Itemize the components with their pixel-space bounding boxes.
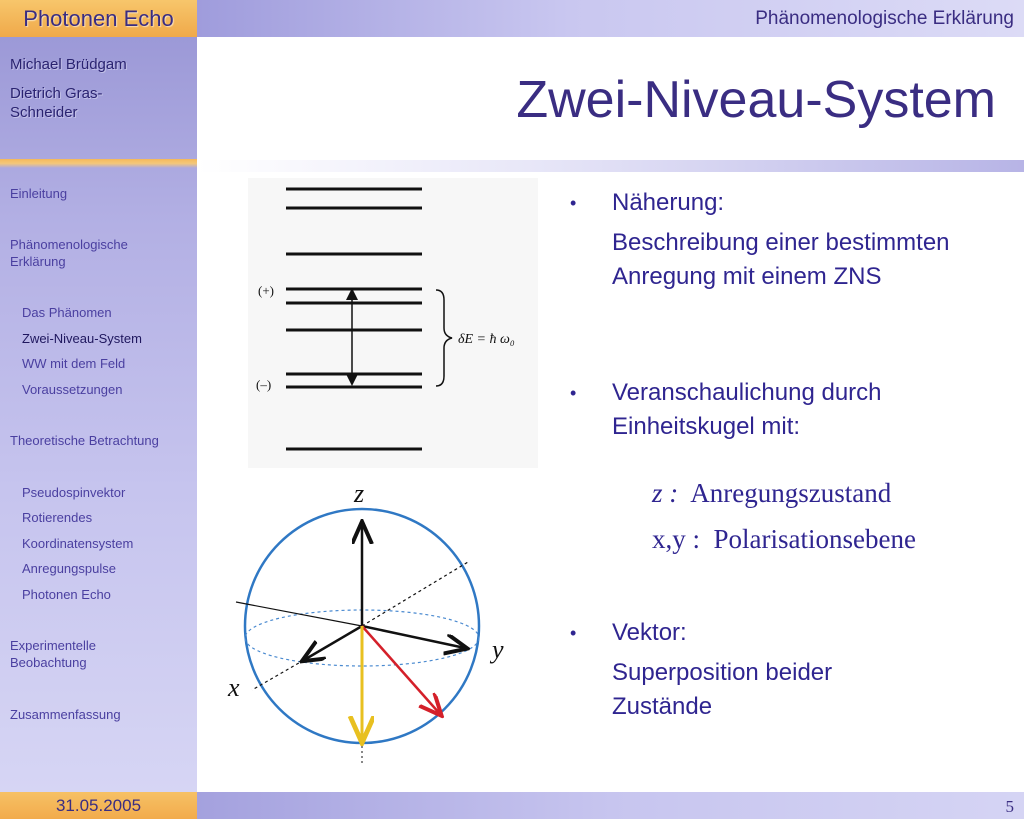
nav-item-photonen-echo[interactable]: Photonen Echo — [22, 587, 111, 602]
nav-item-phaenomenologische-erklaerung[interactable]: Phänomenologische Erklärung — [10, 237, 128, 269]
author-name: Michael Brüdgam — [10, 56, 127, 73]
bullet-body: Beschreibung einer bestimmten Anregung mit einem ZNS — [612, 229, 950, 290]
nav-item-einleitung[interactable]: Einleitung — [10, 186, 68, 201]
y-axis-negative — [236, 602, 362, 626]
bullet-dot: • — [570, 383, 577, 403]
x-axis-extension — [252, 660, 304, 690]
sidebar-separator — [0, 159, 197, 168]
footer-date-bar — [0, 792, 197, 819]
energy-difference-label: δE = ħ ω₀ — [458, 332, 515, 347]
energy-level-diagram — [248, 178, 538, 468]
nav-item-experimentelle-beobachtung[interactable]: Experimentelle Beobachtung — [10, 638, 96, 670]
nav-item-pseudospinvektor[interactable]: Pseudospinvektor — [22, 485, 126, 500]
bullet-dot: • — [570, 623, 577, 643]
formula-line-z — [652, 478, 891, 509]
nav-item-ww-mit-dem-feld[interactable]: WW mit dem Feld — [22, 356, 126, 371]
bloch-sphere-diagram — [222, 478, 522, 763]
formula-variable: z : — [652, 478, 679, 508]
nav-item-voraussetzungen[interactable]: Voraussetzungen — [22, 382, 123, 397]
nav-item-zusammenfassung[interactable]: Zusammenfassung — [10, 707, 121, 722]
bullet-body: Superposition beider Zustände — [612, 659, 833, 720]
section-title: Phänomenologische Erklärung — [755, 8, 1014, 29]
bullet-dot: • — [570, 193, 577, 213]
bullet-heading: Vektor: — [612, 619, 687, 646]
nav-item-zwei-niveau-system[interactable]: Zwei-Niveau-System — [22, 331, 142, 346]
nav-item-das-phaenomen[interactable]: Das Phänomen — [22, 305, 112, 320]
x-axis-negative — [362, 562, 468, 626]
slide-title: Zwei-Niveau-System — [516, 71, 996, 129]
title-underline — [197, 160, 1024, 172]
nav-item-koordinatensystem[interactable]: Koordinatensystem — [22, 536, 134, 551]
x-axis-label: x — [228, 673, 240, 702]
formula-text: Anregungszustand — [690, 478, 892, 508]
brand-title: Photonen Echo — [23, 6, 174, 31]
x-axis — [304, 626, 362, 660]
formula-text: Polarisationsebene — [713, 524, 916, 554]
footer-bar — [197, 792, 1024, 819]
nav-item-theoretische-betrachtung[interactable]: Theoretische Betrachtung — [10, 433, 159, 448]
bullet-heading: Veranschaulichung durch Einheitskugel mit: — [612, 379, 882, 440]
z-axis-label: z — [354, 479, 365, 508]
page-number: 5 — [1005, 797, 1014, 816]
minus-level-label: (–) — [256, 377, 272, 392]
diagram-background — [248, 178, 538, 468]
author-list — [10, 55, 190, 122]
y-axis-label: y — [492, 635, 504, 664]
footer-date: 31.05.2005 — [55, 796, 142, 815]
section-bar — [197, 0, 1024, 37]
nav-item-anregungspulse[interactable]: Anregungspulse — [22, 561, 116, 576]
sidebar — [0, 37, 197, 792]
author-name: Dietrich Gras- Schneider — [10, 85, 103, 121]
nav-item-rotierendes[interactable]: Rotierendes — [22, 510, 93, 525]
plus-level-label: (+) — [258, 283, 274, 298]
formula-line-xy — [652, 524, 916, 555]
brand-bar — [0, 0, 197, 37]
formula-variable: x,y : — [652, 524, 701, 554]
bullet-heading: Näherung: — [612, 189, 725, 216]
